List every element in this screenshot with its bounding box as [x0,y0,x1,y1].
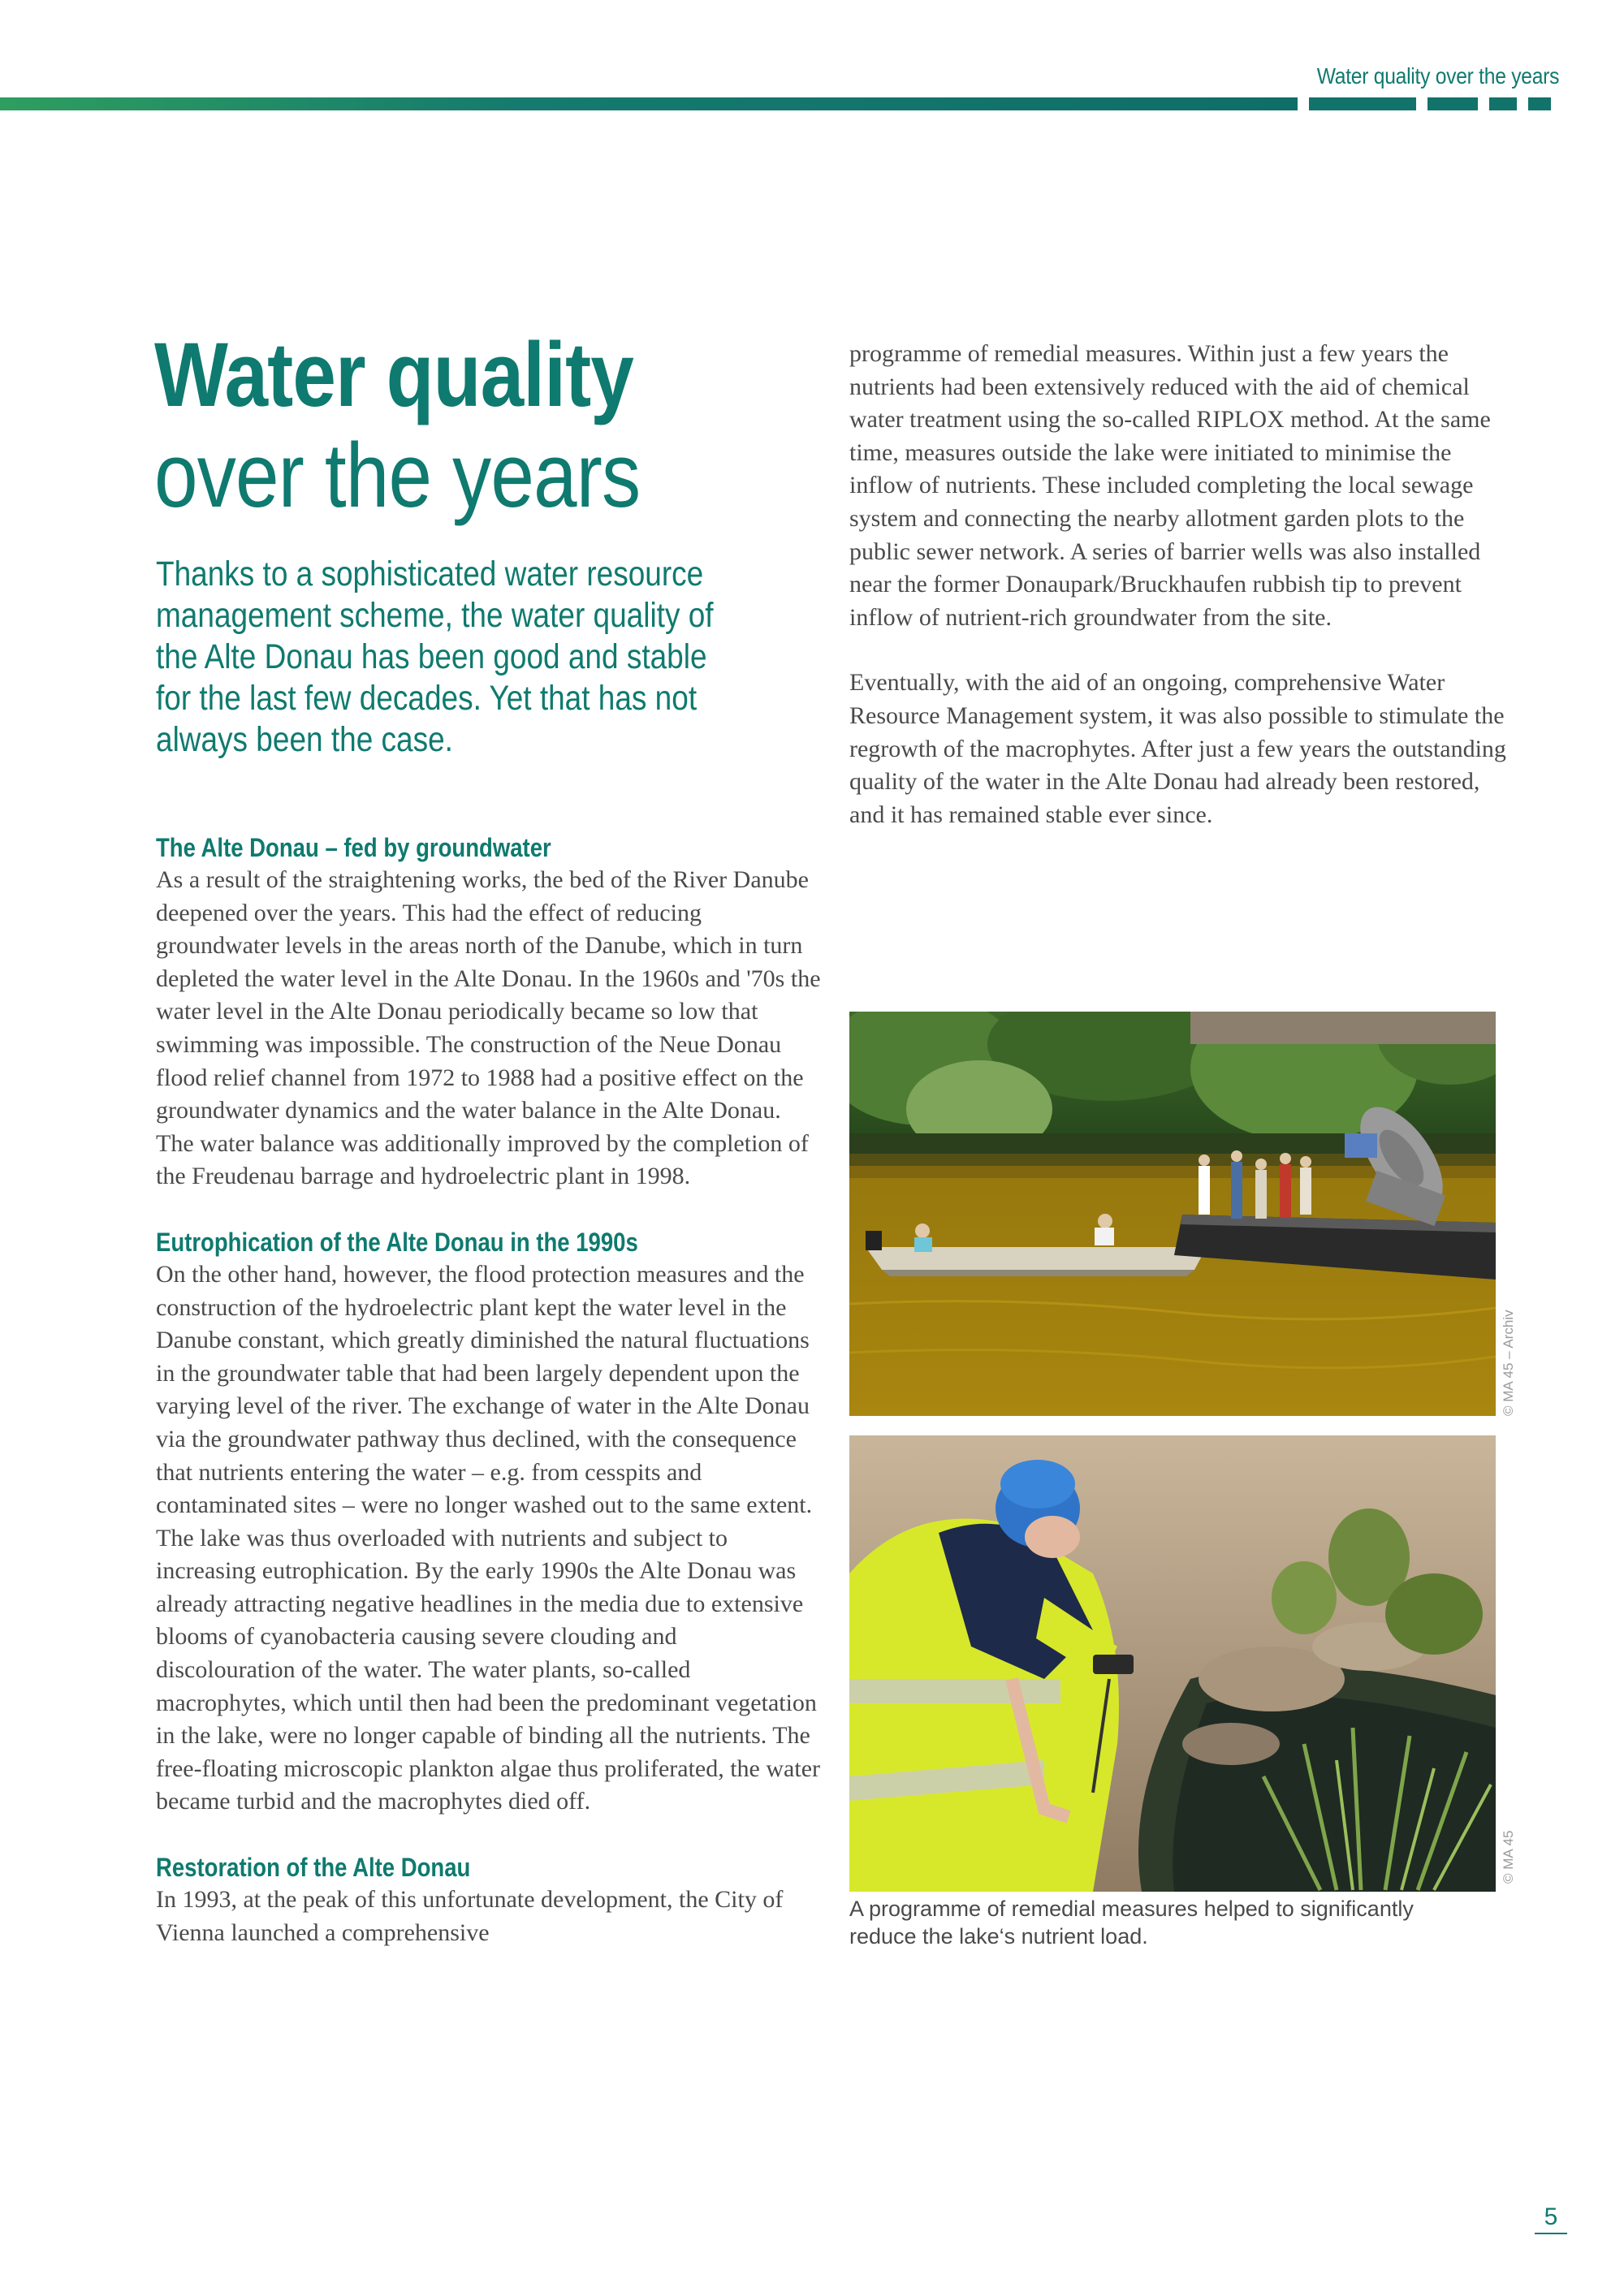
body-paragraph: On the other hand, however, the flood protection measures and the construction of the hydroelectric plant kept the water level in the Danube constant, which greatly diminished the natural fluctuations in the groundwater table that had been largely dependent upon the varying level of the river. The exchange of water in the Alte Donau via the groundwater pathway thus declined, with the consequence that nutrients entering the water – e.g. from cesspits and contaminated sites – were no longer washed out to the same extent. The lake was thus overloaded with nutrients and subject to increasing eutrophication. By the early 1990s the Alte Donau was already attracting negative headlines in the media due to extensive blooms of cyanobacteria causing severe clouding and discolouration of the water. The water plants, so-called macrophytes, which until then had been the predominant vegetation in the lake, were no longer capable of binding all the nutrients. The free-floating microscopic plankton algae thus proliferated, the water became turbid and the macrophytes died off. [156,1260,820,1815]
page-number: 5 [1535,2203,1567,2234]
header-rule-segment [1309,97,1416,110]
photo-sampling-illustration [849,1435,1496,1892]
left-column [156,831,822,1949]
photo-credit: © MA 45 – Archiv [1501,1310,1516,1416]
page-title [154,325,640,526]
page-title-light: over the years [154,425,641,526]
header-rule-segment [1528,97,1551,110]
section-heading: Restoration of the Alte Donau [156,1853,471,1883]
header-rule-segment [1427,97,1478,110]
photo-credit: © MA 45 [1501,1830,1516,1884]
right-column [849,338,1515,831]
section-heading: Eutrophication of the Alte Donau in the 1990s [156,1227,638,1257]
page-title-bold: Water quality [154,324,634,425]
running-header: Water quality over the years [1316,63,1559,88]
body-paragraph: Eventually, with the aid of an ongoing, comprehensive Water Resource Management system, it was also possible to stimulate the regrowth of the macrophytes. After just a few years the outstanding quality of the water in the Alte Donau had already been restored, and it has remained stable ever since. [849,669,1506,828]
lead-paragraph: Thanks to a sophisticated water resource management scheme, the water quality of the Alte Donau has been good and stable for the last few decades. Yet that has not always been the case. [156,555,714,759]
body-paragraph: As a result of the straightening works, the bed of the River Danube deepened over the years. This had the effect of reducing groundwater levels in the areas north of the Danube, which in turn depleted the water level in the Alte Donau. In the 1960s and '70s the water level in the Alte Donau periodically became so low that swimming was impossible. The construction of the Neue Donau flood relief channel from 1972 to 1988 had a positive effect on the groundwater dynamics and the water balance in the Alte Donau. The water balance was additionally improved by the completion of the Freudenau barrage and hydroelectric plant in 1998. [156,866,821,1190]
photo-lake-treatment-raft [849,1012,1496,1416]
photo-lake-illustration [849,1012,1496,1416]
photo-water-sampling [849,1435,1496,1892]
body-paragraph: In 1993, at the peak of this unfortunate development, the City of Vienna launched a comprehensive [156,1886,784,1946]
photo-caption: A programme of remedial measures helped to significantly reduce the lake‘s nutrient load. [849,1897,1414,1949]
section-heading: The Alte Donau – fed by groundwater [156,833,551,862]
header-rule-segment [1489,97,1517,110]
body-paragraph: programme of remedial measures. Within just a few years the nutrients had been extensively reduced with the aid of chemical water treatment using the so-called RIPLOX method. At the same time, measures outside the lake were initiated to minimise the inflow of nutrients. These included completing the local sewage system and connecting the nearby allotment garden plots to the public sewer network. A series of barrier wells was also installed near the former Donaupark/Bruckhaufen rubbish tip to prevent inflow of nutrient-rich groundwater from the site. [849,340,1491,631]
header-rule [0,97,1298,110]
